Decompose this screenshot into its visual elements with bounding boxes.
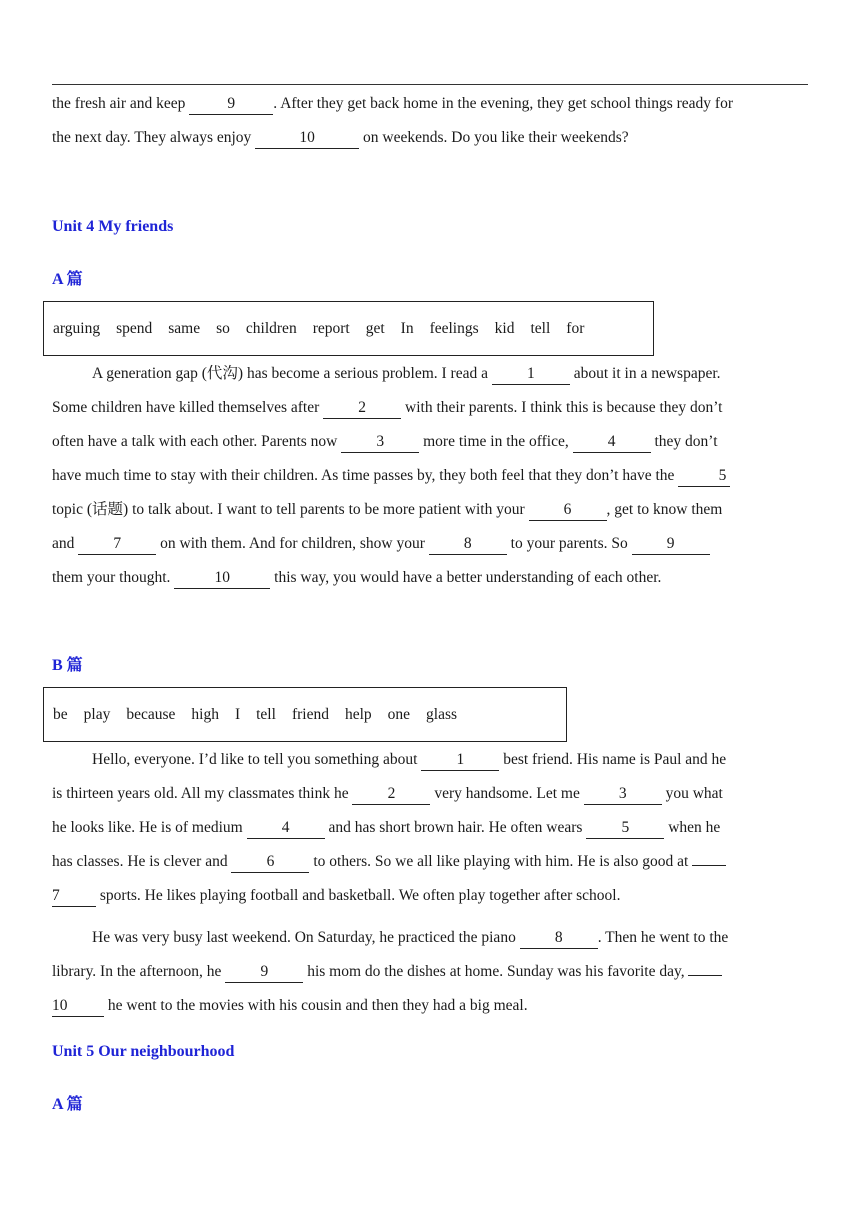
word-bank-item: so: [216, 319, 230, 337]
word-bank-item: children: [245, 319, 297, 337]
blank-8[interactable]: 8: [429, 534, 507, 555]
word-bank-item: one: [387, 705, 411, 723]
blank-7[interactable]: 7: [78, 534, 156, 555]
word-bank-item: glass: [426, 705, 458, 723]
word-bank-item: same: [168, 319, 201, 337]
blank-8[interactable]: 8: [520, 928, 598, 949]
passage-b-paragraph-2: [52, 921, 808, 1023]
blank-4[interactable]: 4: [573, 432, 651, 453]
blank-6[interactable]: 6: [529, 500, 607, 521]
passage-line: often have a talk with each other. Parents now 3 more time in the office, 4 they don’t: [52, 425, 808, 459]
passage-line: topic (话题) to talk about. I want to tell parents to be more patient with your 6 , get to know them: [52, 493, 808, 527]
word-bank-item: friend: [291, 705, 329, 723]
word-bank-item: kid: [494, 319, 515, 337]
blank-9[interactable]: 9: [225, 962, 303, 983]
passage-line: He was very busy last weekend. On Saturday, he practiced the piano 8 . Then he went to the: [52, 921, 808, 955]
blank-5[interactable]: 5: [586, 818, 664, 839]
blank-4[interactable]: 4: [247, 818, 325, 839]
word-bank-item: spend: [116, 319, 153, 337]
unit4-sectionB-title: B 篇: [52, 657, 83, 674]
passage-line: 10 he went to the movies with his cousin and then they had a big meal.: [52, 989, 808, 1023]
blank-7-start[interactable]: [692, 865, 726, 866]
blank-5[interactable]: 5: [678, 466, 730, 487]
passage-line: library. In the afternoon, he 9 his mom do the dishes at home. Sunday was his favorite day,: [52, 955, 808, 989]
word-bank-a: [43, 301, 654, 356]
blank-3[interactable]: 3: [584, 784, 662, 805]
top-passage: [52, 87, 808, 155]
blank-10[interactable]: 10: [174, 568, 270, 589]
passage-line: is thirteen years old. All my classmates think he 2 very handsome. Let me 3 you what: [52, 777, 808, 811]
blank-2[interactable]: 2: [323, 398, 401, 419]
passage-a: [52, 357, 808, 595]
word-bank-item: for: [566, 319, 585, 337]
passage-line: them your thought. 10 this way, you would have a better understanding of each other.: [52, 561, 808, 595]
word-bank-item: play: [83, 705, 111, 723]
unit5-sectionA-title: A 篇: [52, 1096, 83, 1113]
blank-10[interactable]: 10: [52, 996, 104, 1017]
word-bank-item: tell: [530, 319, 551, 337]
blank-10[interactable]: 10: [255, 128, 359, 149]
word-bank-item: arguing: [53, 319, 101, 337]
blank-1[interactable]: 1: [492, 364, 570, 385]
blank-6[interactable]: 6: [231, 852, 309, 873]
unit5-title: Unit 5 Our neighbourhood: [52, 1043, 235, 1060]
word-bank-item: In: [400, 319, 414, 337]
blank-1[interactable]: 1: [421, 750, 499, 771]
passage-line: 7 sports. He likes playing football and basketball. We often play together after school.: [52, 879, 808, 913]
blank-9[interactable]: 9: [189, 94, 273, 115]
passage-line: Hello, everyone. I’d like to tell you something about 1 best friend. His name is Paul and he: [52, 743, 808, 777]
passage-line: Some children have killed themselves after 2 with their parents. I think this is because they don’t: [52, 391, 808, 425]
passage-line: has classes. He is clever and 6 to others. So we all like playing with him. He is also good at: [52, 845, 808, 879]
passage-line: the fresh air and keep 9 . After they get back home in the evening, they get school things ready for: [52, 87, 808, 121]
blank-7[interactable]: 7: [52, 886, 96, 907]
blank-10-start[interactable]: [688, 975, 722, 976]
word-bank-item: because: [126, 705, 176, 723]
blank-2[interactable]: 2: [352, 784, 430, 805]
blank-3[interactable]: 3: [341, 432, 419, 453]
word-bank-item: high: [191, 705, 219, 723]
passage-b-paragraph-1: [52, 743, 808, 913]
word-bank-item: report: [312, 319, 350, 337]
word-bank-item: get: [365, 319, 385, 337]
word-bank-item: help: [344, 705, 372, 723]
passage-line: the next day. They always enjoy 10 on weekends. Do you like their weekends?: [52, 121, 808, 155]
word-bank-item: tell: [256, 705, 276, 723]
passage-line: have much time to stay with their children. As time passes by, they both feel that they don’t have the 5: [52, 459, 808, 493]
word-bank-item: feelings: [429, 319, 479, 337]
passage-line: A generation gap (代沟) has become a serious problem. I read a 1 about it in a newspaper.: [52, 357, 808, 391]
word-bank-item: I: [234, 705, 241, 723]
word-bank-b: [43, 687, 567, 742]
passage-line: he looks like. He is of medium 4 and has short brown hair. He often wears 5 when he: [52, 811, 808, 845]
unit4-sectionA-title: A 篇: [52, 271, 83, 288]
word-bank-item: be: [53, 705, 68, 723]
unit4-title: Unit 4 My friends: [52, 218, 174, 235]
header-divider: [52, 84, 808, 85]
blank-9[interactable]: 9: [632, 534, 710, 555]
passage-line: and 7 on with them. And for children, show your 8 to your parents. So 9: [52, 527, 808, 561]
